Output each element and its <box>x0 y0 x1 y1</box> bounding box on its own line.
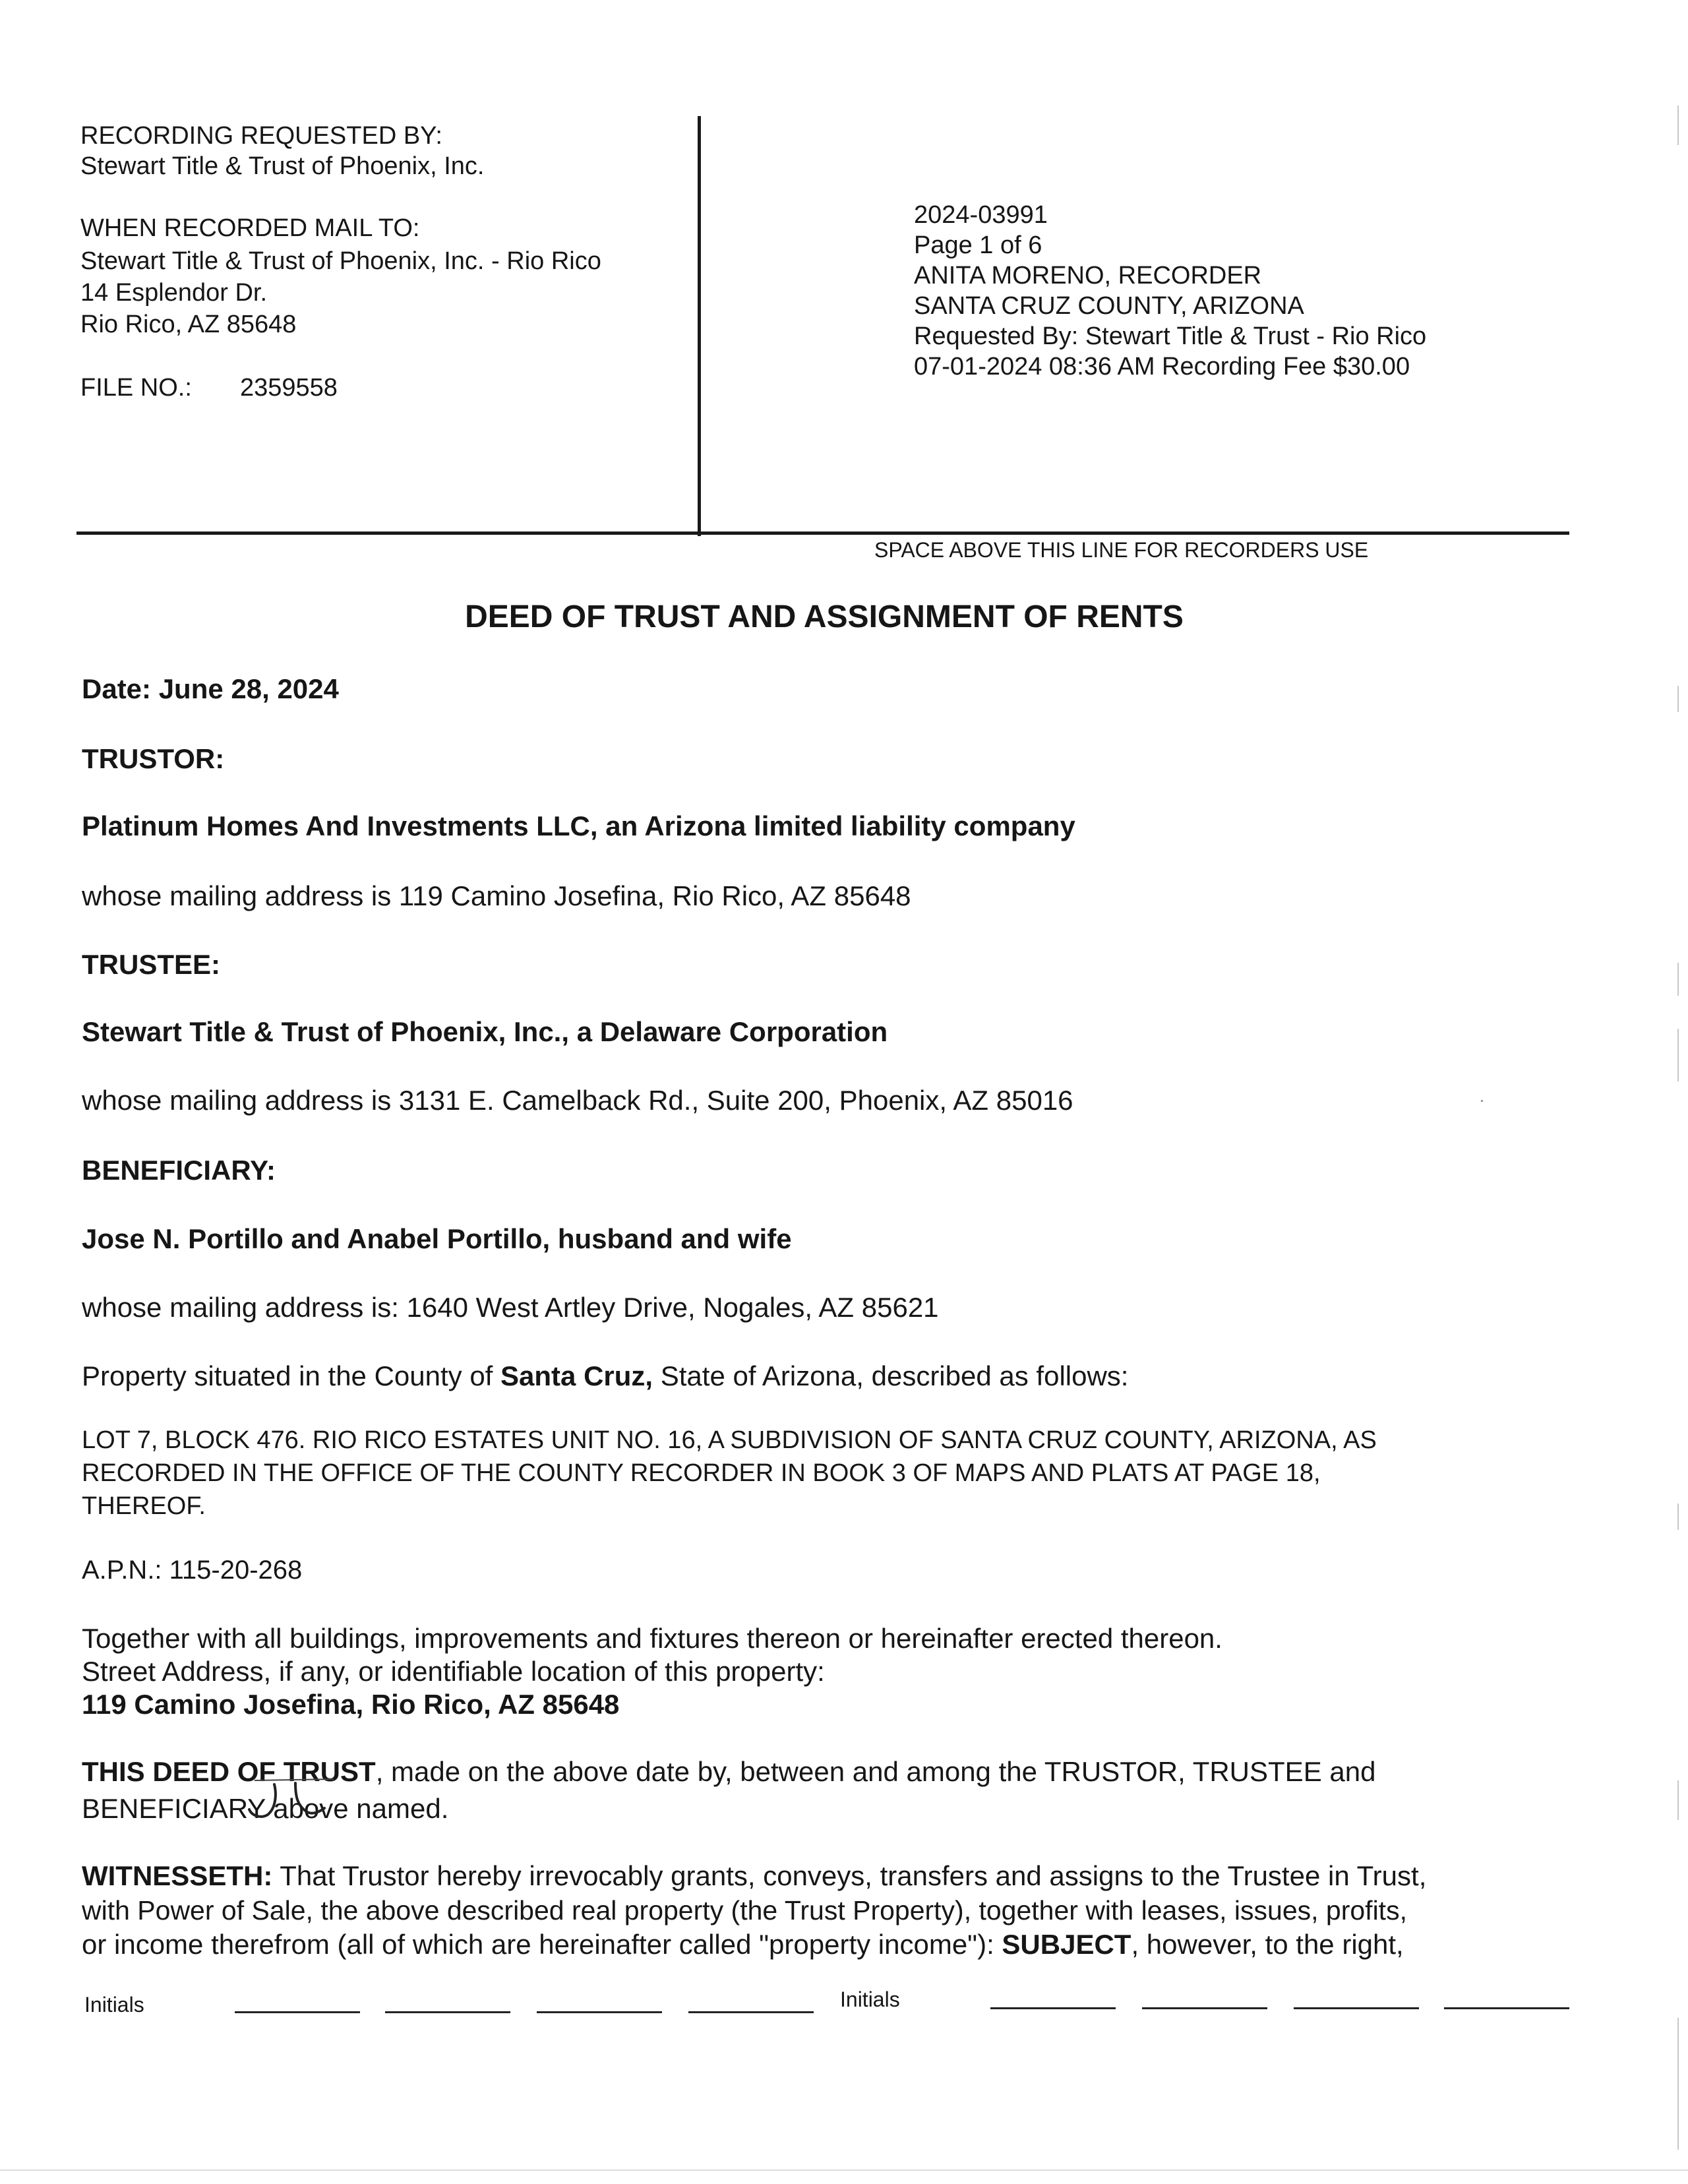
deed-paragraph-line-2: BENEFICIARY above named. <box>82 1793 449 1824</box>
recording-requested-by: Stewart Title & Trust of Phoenix, Inc. <box>80 152 485 180</box>
initials-line-left-1[interactable] <box>235 2011 360 2013</box>
scan-speck <box>1481 1100 1483 1102</box>
scan-edge-mark <box>1677 106 1679 145</box>
deed-paragraph-lead: THIS DEED OF TRUST <box>82 1756 376 1787</box>
initials-line-right-3[interactable] <box>1294 2007 1419 2009</box>
property-intro-post: State of Arizona, described as follows: <box>653 1360 1129 1391</box>
deed-paragraph-rest: , made on the above date by, between and among the TRUSTOR, TRUSTEE and <box>375 1756 1376 1787</box>
recorder-doc-number: 2024-03991 <box>914 201 1048 229</box>
recorder-county: SANTA CRUZ COUNTY, ARIZONA <box>914 292 1304 320</box>
initials-line-right-1[interactable] <box>990 2007 1116 2009</box>
scan-edge-mark <box>1677 2018 1679 2150</box>
street-address-label: Street Address, if any, or identifiable location of this property: <box>82 1656 825 1687</box>
mail-to-city: Rio Rico, AZ 85648 <box>80 311 297 338</box>
deed-date: Date: June 28, 2024 <box>82 673 339 704</box>
witnesseth-line-1 <box>82 1858 1426 1894</box>
property-intro <box>82 1358 1128 1394</box>
witnesseth-line-1-rest: That Trustor hereby irrevocably grants, conveys, transfers and assigns to the Trustee in Trust, <box>272 1860 1427 1891</box>
legal-description-line-3: THEREOF. <box>82 1492 206 1520</box>
trustee-label: TRUSTEE: <box>82 949 220 980</box>
scan-bottom-edge <box>0 2169 1688 2171</box>
legal-description-line-2: RECORDED IN THE OFFICE OF THE COUNTY RECORDER IN BOOK 3 OF MAPS AND PLATS AT PAGE 18, <box>82 1459 1321 1487</box>
initials-label-left: Initials <box>84 1993 144 2017</box>
beneficiary-label: BENEFICIARY: <box>82 1155 276 1186</box>
recorder-page: Page 1 of 6 <box>914 231 1042 259</box>
trustor-name: Platinum Homes And Investments LLC, an Arizona limited liability company <box>82 810 1075 841</box>
recorder-space-note: SPACE ABOVE THIS LINE FOR RECORDERS USE <box>874 538 1369 562</box>
witnesseth-line-3 <box>82 1927 1404 1962</box>
witnesseth-subject: SUBJECT <box>1002 1929 1131 1960</box>
witnesseth-lead: WITNESSETH: <box>82 1860 273 1891</box>
mail-to-street: 14 Esplendor Dr. <box>80 279 268 307</box>
scan-edge-mark <box>1677 1029 1679 1081</box>
trustor-address: whose mailing address is 119 Camino Josefina, Rio Rico, AZ 85648 <box>82 880 911 911</box>
mail-to-name: Stewart Title & Trust of Phoenix, Inc. - Rio Rico <box>80 247 601 275</box>
recording-requested-label: RECORDING REQUESTED BY: <box>80 122 442 150</box>
trustor-label: TRUSTOR: <box>82 743 225 774</box>
street-address: 119 Camino Josefina, Rio Rico, AZ 85648 <box>82 1689 620 1720</box>
initials-line-left-3[interactable] <box>537 2011 662 2013</box>
initials-line-right-4[interactable] <box>1444 2007 1569 2009</box>
legal-description-line-1: LOT 7, BLOCK 476. RIO RICO ESTATES UNIT NO. 16, A SUBDIVISION OF SANTA CRUZ COUNTY, ARIZONA, AS <box>82 1426 1377 1454</box>
recorder-date-fee: 07-01-2024 08:36 AM Recording Fee $30.00 <box>914 353 1410 380</box>
scan-edge-mark <box>1677 686 1679 712</box>
witnesseth-line-3-post: , however, to the right, <box>1131 1929 1404 1960</box>
recorder-box-divider <box>698 116 701 536</box>
beneficiary-name: Jose N. Portillo and Anabel Portillo, husband and wife <box>82 1223 792 1254</box>
beneficiary-address: whose mailing address is: 1640 West Artley Drive, Nogales, AZ 85621 <box>82 1292 939 1323</box>
trustee-address: whose mailing address is 3131 E. Camelback Rd., Suite 200, Phoenix, AZ 85016 <box>82 1085 1073 1116</box>
property-intro-pre: Property situated in the County of <box>82 1360 501 1391</box>
initials-line-left-2[interactable] <box>385 2011 510 2013</box>
property-county: Santa Cruz, <box>500 1360 653 1391</box>
handwritten-initials-signature <box>235 1775 360 1827</box>
witnesseth-line-3-pre: or income therefrom (all of which are hereinafter called "property income"): <box>82 1929 1002 1960</box>
trustee-name: Stewart Title & Trust of Phoenix, Inc., a Delaware Corporation <box>82 1016 888 1047</box>
initials-line-right-2[interactable] <box>1142 2007 1267 2009</box>
document-title: DEED OF TRUST AND ASSIGNMENT OF RENTS <box>465 599 1184 634</box>
apn: A.P.N.: 115-20-268 <box>82 1556 303 1585</box>
file-no-label: FILE NO.: <box>80 374 192 402</box>
together-clause: Together with all buildings, improvements and fixtures thereon or hereinafter erected thereon. <box>82 1623 1222 1654</box>
recorder-space-line <box>76 531 1569 535</box>
initials-line-left-4[interactable] <box>688 2011 814 2013</box>
recorder-requested-by: Requested By: Stewart Title & Trust - Rio Rico <box>914 322 1427 350</box>
scan-edge-mark <box>1677 1503 1679 1530</box>
recorder-name: ANITA MORENO, RECORDER <box>914 262 1262 289</box>
file-no: 2359558 <box>240 374 338 402</box>
witnesseth-line-2: with Power of Sale, the above described real property (the Trust Property), together with leases, issues, profits, <box>82 1895 1407 1926</box>
mail-to-label: WHEN RECORDED MAIL TO: <box>80 214 420 242</box>
scan-edge-mark <box>1677 963 1679 996</box>
initials-label-right: Initials <box>840 1987 900 2011</box>
scan-edge-mark <box>1677 1780 1679 1820</box>
